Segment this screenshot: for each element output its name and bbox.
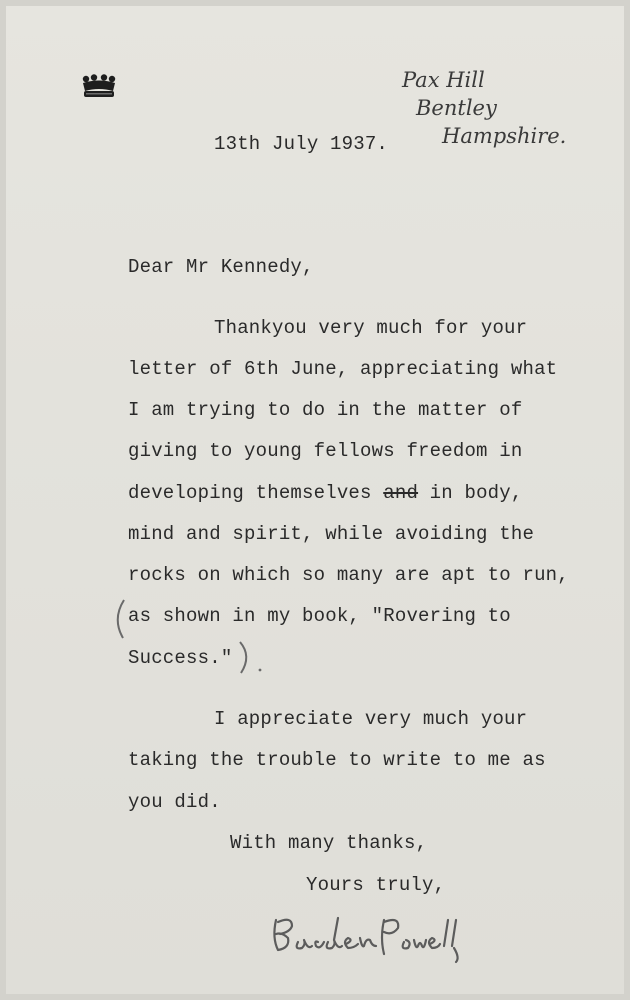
body-line: letter of 6th June, appreciating what: [128, 358, 558, 380]
body-line: taking the trouble to write to me as: [128, 749, 546, 771]
body-line: mind and spirit, while avoiding the: [128, 523, 535, 545]
body-text: in body,: [418, 482, 523, 504]
pencil-paren-close: [236, 640, 266, 676]
signature: [268, 898, 468, 968]
salutation: Dear Mr Kennedy,: [128, 256, 314, 278]
address-line-1: Pax Hill: [402, 68, 485, 92]
pencil-paren-open: [112, 598, 126, 640]
struck-word: and: [383, 482, 419, 504]
body-line: rocks on which so many are apt to run,: [128, 564, 569, 586]
body-line: [128, 482, 522, 504]
body-line: you did.: [128, 791, 221, 813]
body-text: developing themselves: [128, 482, 384, 504]
body-line: as shown in my book, "Rovering to: [128, 605, 511, 627]
body-line: giving to young fellows freedom in: [128, 440, 523, 462]
body-line: Success.": [128, 647, 233, 669]
closing-thanks: With many thanks,: [230, 832, 428, 854]
coronet-icon: [80, 74, 118, 100]
body-line: Thankyou very much for your: [214, 317, 528, 339]
body-line: I am trying to do in the matter of: [128, 399, 523, 421]
body-line: I appreciate very much your: [214, 708, 528, 730]
closing-yours: Yours truly,: [306, 874, 446, 896]
address-line-2: Bentley: [416, 96, 497, 120]
address-line-3: Hampshire.: [442, 124, 567, 148]
letter-date: 13th July 1937.: [214, 133, 389, 155]
